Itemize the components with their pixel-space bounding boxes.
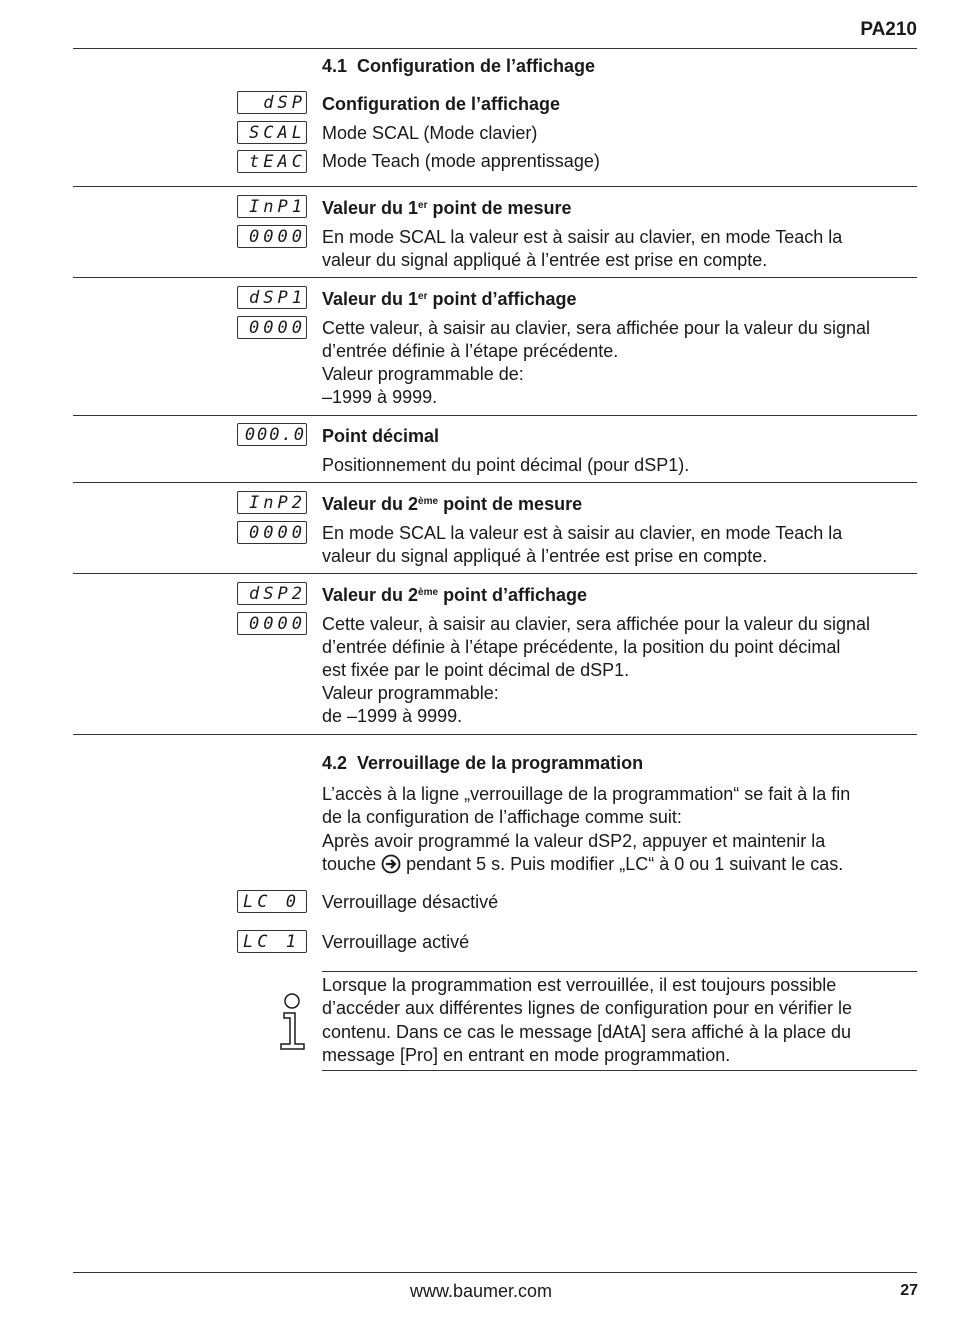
inp1-heading-sup: er [418, 200, 428, 211]
dsp2-heading-sup: ème [418, 587, 439, 598]
rule [73, 482, 917, 483]
dsp1-heading-b: point d’affichage [427, 289, 577, 309]
rule [73, 277, 917, 278]
info-icon [278, 992, 308, 1052]
inp1-line-1: En mode SCAL la valeur est à saisir au clavier, en mode Teach la [322, 227, 843, 247]
footer-rule [73, 1272, 917, 1273]
enter-key-icon [381, 854, 401, 874]
page-number: 27 [900, 1282, 918, 1299]
config-line-2: Mode Teach (mode apprentissage) [322, 151, 600, 171]
dsp1-heading-sup: er [418, 291, 428, 302]
dsp2-line-4: Valeur programmable: [322, 683, 499, 703]
dsp2-heading-a: Valeur du 2 [322, 585, 419, 605]
lock-line-4a: touche [322, 854, 377, 874]
dsp1-line-3: Valeur programmable de: [322, 364, 524, 384]
inp2-heading-sup: ème [418, 496, 439, 507]
lcd-teac: tEAC [237, 150, 307, 173]
config-heading: Configuration de l’affichage [322, 94, 561, 114]
inp2-heading [322, 493, 914, 516]
note-line-4: message [Pro] en entrant en mode programmation. [322, 1045, 731, 1065]
lcd-inp2: InP2 [237, 491, 307, 514]
lcd-scal: SCAL [237, 121, 307, 144]
inp2-line-1: En mode SCAL la valeur est à saisir au clavier, en mode Teach la [322, 523, 843, 543]
section-title-4-2: 4.2 Verrouillage de la programmation [322, 753, 644, 773]
note-line-3: contenu. Dans ce cas le message [dAtA] sera affiché à la place du [322, 1022, 851, 1042]
note-line-2: d’accéder aux différentes lignes de configuration pour en vérifier le [322, 998, 852, 1018]
inp1-heading-a: Valeur du 1 [322, 198, 419, 218]
lock-line-4b: pendant 5 s. Puis modifier „LC“ à 0 ou 1 suivant le cas. [406, 854, 844, 874]
config-line-1: Mode SCAL (Mode clavier) [322, 123, 538, 143]
note-bottom-rule [322, 1070, 917, 1071]
lcd-dsp: dSP [237, 91, 307, 114]
dsp1-line-1: Cette valeur, à saisir au clavier, sera affichée pour la valeur du signal [322, 318, 870, 338]
note-top-rule [322, 971, 917, 972]
rule [73, 734, 917, 735]
dsp2-line-5: de –1999 à 9999. [322, 706, 463, 726]
header-rule [73, 48, 917, 49]
lcd-dsp2-value: 0000 [237, 612, 307, 635]
dsp2-heading [322, 584, 914, 607]
rule [73, 573, 917, 574]
inp2-heading-b: point de mesure [438, 494, 583, 514]
model-label: PA210 [860, 19, 917, 40]
lc1-text: Verrouillage activé [322, 932, 470, 952]
note-line-1: Lorsque la programmation est verrouillée, il est toujours possible [322, 975, 837, 995]
rule [73, 186, 917, 187]
dsp2-line-3: est fixée par le point décimal de dSP1. [322, 660, 630, 680]
section-title-4-1: 4.1 Configuration de l’affichage [322, 56, 596, 76]
dsp2-line-1: Cette valeur, à saisir au clavier, sera affichée pour la valeur du signal [322, 614, 870, 634]
lcd-dsp1-value: 0000 [237, 316, 307, 339]
footer-url[interactable]: www.baumer.com [410, 1281, 553, 1301]
lock-line-1: L’accès à la ligne „verrouillage de la programmation“ se fait à la fin [322, 784, 851, 804]
inp2-heading-a: Valeur du 2 [322, 494, 419, 514]
lcd-inp2-value: 0000 [237, 521, 307, 544]
dsp1-heading [322, 288, 914, 311]
dsp1-line-4: –1999 à 9999. [322, 387, 438, 407]
lock-line-3: Après avoir programmé la valeur dSP2, appuyer et maintenir la [322, 831, 826, 851]
dsp2-heading-b: point d’affichage [438, 585, 588, 605]
lcd-dsp2: dSP2 [237, 582, 307, 605]
decimal-line-1: Positionnement du point décimal (pour dSP1). [322, 455, 690, 475]
lcd-inp1: InP1 [237, 195, 307, 218]
lcd-lc0: LC 0 [237, 890, 307, 913]
dsp1-line-2: d’entrée définie à l’étape précédente. [322, 341, 619, 361]
decimal-heading: Point décimal [322, 426, 440, 446]
lcd-lc1: LC 1 [237, 930, 307, 953]
lcd-inp1-value: 0000 [237, 225, 307, 248]
inp1-line-2: valeur du signal appliqué à l’entrée est prise en compte. [322, 250, 768, 270]
inp1-heading-b: point de mesure [427, 198, 572, 218]
lock-line-4 [322, 853, 914, 876]
dsp1-heading-a: Valeur du 1 [322, 289, 419, 309]
lcd-decimal: 000.0 [237, 423, 307, 446]
dsp2-line-2: d’entrée définie à l’étape précédente, la position du point décimal [322, 637, 841, 657]
inp1-heading [322, 197, 914, 220]
lc0-text: Verrouillage désactivé [322, 892, 499, 912]
lcd-dsp1: dSP1 [237, 286, 307, 309]
inp2-line-2: valeur du signal appliqué à l’entrée est prise en compte. [322, 546, 768, 566]
lock-line-2: de la configuration de l’affichage comme suit: [322, 807, 682, 827]
rule [73, 415, 917, 416]
